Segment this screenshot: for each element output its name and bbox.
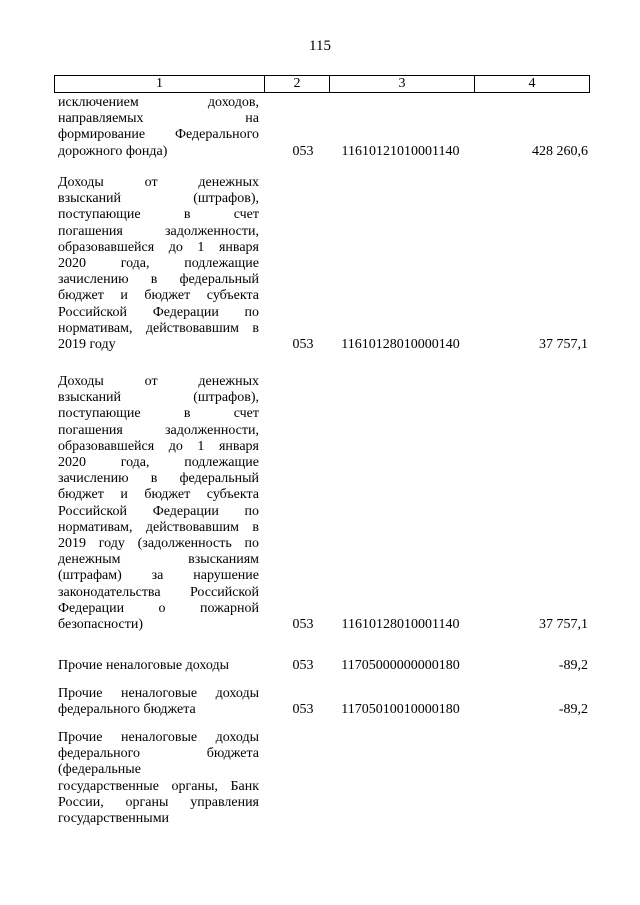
- header-col-1: 1: [55, 76, 265, 92]
- description-line: погашения задолженности,: [58, 223, 259, 239]
- description-line: 2019 году: [58, 337, 116, 353]
- header-col-4: 4: [528, 76, 536, 91]
- row-description: [58, 730, 259, 827]
- description-line: (штрафам) за нарушение: [58, 568, 259, 584]
- row-admin-code: 053: [292, 702, 314, 718]
- page-number: 115: [309, 38, 331, 54]
- description-line: зачислению в федеральный: [58, 471, 259, 487]
- description-line: Российской Федерации по: [58, 503, 259, 519]
- header-col-2: 2: [265, 76, 330, 92]
- row-admin-code: 053: [292, 658, 314, 673]
- row-amount: 428 260,6: [532, 143, 588, 159]
- description-line: Российской Федерации по: [58, 304, 259, 320]
- description-line: безопасности): [58, 617, 144, 633]
- description-line: денежным взысканиям: [58, 552, 259, 568]
- description-line: Доходы от денежных: [58, 374, 259, 389]
- row-amount: 37 757,1: [539, 337, 588, 352]
- row-amount: -89,2: [558, 658, 588, 673]
- description-line: 2019 году (задолженность по: [58, 536, 259, 552]
- description-line: 2020 года, подлежащие: [58, 256, 259, 272]
- description-line: государственные органы, Банк: [58, 778, 259, 794]
- description-line: взысканий (штрафов),: [58, 191, 259, 207]
- row-admin-code: 053: [292, 617, 314, 632]
- description-line: Прочие неналоговые доходы: [58, 658, 230, 673]
- row-amount: 37 757,1: [539, 617, 588, 632]
- description-line: 2020 года, подлежащие: [58, 455, 259, 471]
- description-line: государственными: [58, 811, 170, 827]
- description-line: нормативам, действовавшим в: [58, 519, 259, 535]
- description-line: России, органы управления: [58, 794, 259, 810]
- description-line: дорожного фонда): [58, 143, 168, 159]
- row-description: [58, 175, 259, 353]
- description-line: зачислению в федеральный: [58, 272, 259, 288]
- description-line: Прочие неналоговые доходы: [58, 686, 259, 701]
- description-line: законодательства Российской: [58, 584, 259, 600]
- row-budget-code: 11610128010001140: [341, 617, 460, 632]
- description-line: Доходы от денежных: [58, 175, 259, 190]
- row-budget-code: 11610128010000140: [341, 337, 460, 352]
- row-budget-code: 11705000000000180: [341, 658, 460, 673]
- header-col-3: 3: [330, 76, 475, 92]
- table-header: [54, 75, 590, 93]
- description-line: исключением доходов,: [58, 95, 259, 110]
- description-line: (федеральные: [58, 762, 141, 778]
- row-amount: -89,2: [558, 702, 588, 718]
- row-description: [58, 658, 259, 674]
- description-line: поступающие в счет: [58, 207, 259, 223]
- row-admin-code: 053: [292, 143, 314, 159]
- row-admin-code: 053: [292, 337, 314, 352]
- description-line: направляемых на: [58, 111, 259, 127]
- description-line: поступающие в счет: [58, 406, 259, 422]
- description-line: бюджет и бюджет субъекта: [58, 487, 259, 503]
- description-line: взысканий (штрафов),: [58, 390, 259, 406]
- description-line: бюджет и бюджет субъекта: [58, 288, 259, 304]
- description-line: Федерации о пожарной: [58, 600, 259, 616]
- description-line: образовавшейся до 1 января: [58, 239, 259, 255]
- row-description: [58, 374, 259, 633]
- description-line: федерального бюджета: [58, 702, 196, 718]
- description-line: Прочие неналоговые доходы: [58, 730, 259, 745]
- row-budget-code: 11610121010001140: [341, 143, 460, 159]
- description-line: погашения задолженности,: [58, 422, 259, 438]
- description-line: формирование Федерального: [58, 127, 259, 143]
- description-line: нормативам, действовавшим в: [58, 320, 259, 336]
- row-description: [58, 686, 259, 718]
- row-description: [58, 95, 259, 160]
- row-budget-code: 11705010010000180: [341, 702, 460, 718]
- description-line: федерального бюджета: [58, 746, 259, 762]
- description-line: образовавшейся до 1 января: [58, 438, 259, 454]
